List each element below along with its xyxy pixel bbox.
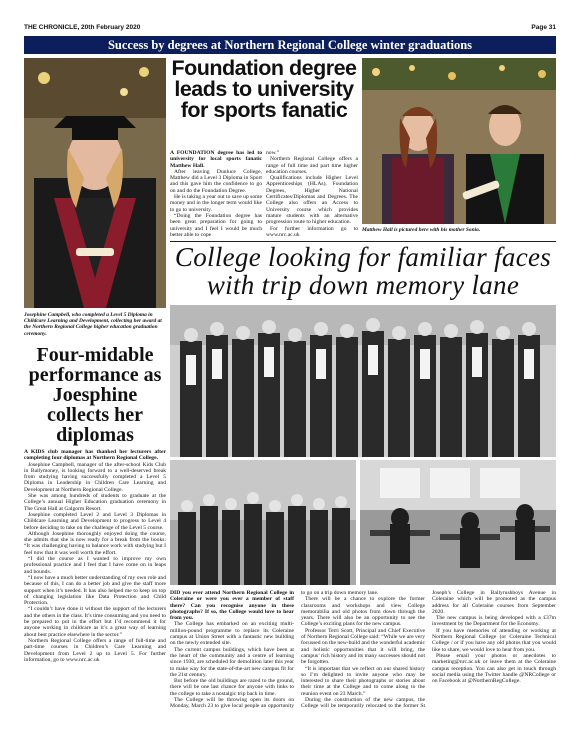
article1-headline: Foundation degree leads to university for sports fanatic [171,56,357,122]
page-number: Page 31 [531,24,556,31]
article3-p1: Josephine Campbell, manager of the after-school Kids Club in Ballymoney, is looking forward to a well-deserved break from studying having successfully completed a Level 5 Diploma in Leadership in Children Care Learning and Development at Northern Regional College. [24,461,166,493]
article1-p5: now.” [266,150,280,156]
article2-headline-line2: with trip down memory lane [206,270,520,300]
article1-p1: A FOUNDATION degree has led to university for local sports fanatic Matthew Hall. [170,150,262,169]
article2-body [170,590,556,737]
article3-p6: “I now have a much better understanding of my own role and because of this, I can do a better job and give the staff more support when it’s needed. It has also helped me to keep on top of changing legislation like Data Protection and Child Protection. [24,574,166,607]
article3-p5: “I did the course as I wanted to improve my own professional practice and I feel that I have come on in leaps and bounds. [24,556,166,575]
article2-p6: Professor Terri Scott, Principal and Chief Executive of Northern Regional College said: “While we are very focussed on the new-build and the wonderful academic and holistic opportunities that it will bring, the campus’ rich history and its many successes should not be forgotten. [301,627,425,666]
article3-p2: She was among hundreds of students to graduate at the College’s annual Higher Education graduation ceremony in The Great Hall at Galgorm Resort. [24,493,166,512]
article3-p4: Although Josephine thoroughly enjoyed doing the course, she admits that she is now ready for a break from the books: “It was challenging having to balance work with studying but I feel now that it was well worth the effort. [24,530,166,556]
article1-col1 [170,150,262,238]
archive-classroom-photo [360,460,556,585]
article3-p7: “I couldn’t have done it without the support of the lecturers and the others in the class. It’s time consuming and you need to be prepared to put in the effort but I’d recommend it for anyone working in childcare as it’s a great way of learning about best practice elsewhere in the sector.” [24,606,166,638]
josephine-caption: Josephine Campbell, who completed a Level 5 Diploma in Childcare Learning and Development, collecting her award at the Northern Regional College higher education graduation ceremony. [24,312,162,337]
article1-p2: After leaving Dunluce College, Matthew did a Level 3 Diploma in Sport and this gave him the confidence to go on and do the Foundation Degree. [170,168,262,194]
archive-group-photo-small [170,460,356,585]
article2-p2: The current campus buildings, which have been at the heart of the community and a centre of learning since 1930, are scheduled for demolition later this year to make way for the state-of-the-art new campus fit for the 21st century. [170,646,294,678]
article3-headline: Four-midable performance as Joesphine collects her diplomas [28,344,162,446]
article2-p7: “It is important that we reflect on our shared history so I’m delighted to invite anyone who may be interested to share their photographs or stories about their time at the College and to come along to the reunion event on 23 March.” [301,665,425,697]
archive-group-photo-large [170,305,556,457]
article1-p3: He is taking a year out to save up some money and in the longer term would like to go to university. [170,194,262,213]
article2-p10: If you have memories of attending or working at Northern Regional College (or Coleraine Technical College / or if you have any old photos that you would like to share, we would love to hear from you. [432,627,556,653]
article2-p8: During the construction of the new campus, the College will be temporarily relocated to the former St Joseph’s College in Ballyrushboys Avenue in Coleraine which will be promoted as the campus address for all Coleraine courses from September 2020. [301,590,556,710]
article2-intro: DID you ever attend Northern Regional College in Coleraine or were you ever a member of staff there? Can you recognise anyone in these photographs? If so, the College would love to hear from you. [170,590,294,622]
article2-p4: The College will be throwing open its doors on Monday, March 23 to give local people an opportunity to go on a trip down memory lane. [170,590,379,710]
article2-p5: There will be a chance to explore the former classrooms and workshops and view College memorabilia and old photos from down through the years. There will also be an opportunity to see the College’s exciting plans for the new campus. [301,596,425,628]
article2-p9: The new campus is being developed with a £37m investment by the Department for the Economy. [432,615,556,628]
matthew-and-mother-photo [362,58,556,224]
article3-p3: Josephine completed Level 2 and Level 3 Diplomas in Childcare Learning and Development to progress to Level 4 before deciding to take on the challenge of the Level 5 course. [24,511,166,531]
article3-body [24,449,166,737]
article2-p1: The College has embarked on an exciting multi-million-pound programme to replace its Coleraine campus at Union Street with a fantastic new building on the newly extended site. [170,621,294,647]
article3-p8: Northern Regional College offers a range of full-time and part-time courses in Children’s Care Learning and Development from Level 2 up to Level 5. For further information, go to www.nrc.ac.uk [24,637,166,663]
article1-p8: For further information go to www.nrc.ac.uk [266,225,358,238]
masthead [24,22,556,34]
article2-headline-line1: College looking for familiar faces [174,242,552,272]
article2-headline [170,243,556,301]
article3-intro: A KIDS club manager has thanked her lecturers after completing four diplomas at Northern Regional College. [24,449,166,462]
paper-date: THE CHRONICLE, 20th February 2020 [24,24,141,31]
article2-p3: But before the old buildings are razed to the ground, there will be one last chance for anyone with links to the college to take a nostalgic trip back in time. [170,678,294,697]
article1-p6: Northern Regional College offers a range of full time and part time higher education courses. [266,156,358,175]
article1-p7: Qualifications include Higher Level Apprenticeships (HLAs), Foundation Degrees, Higher National Certificates/Diplomas and Degrees. The College also offers an Access to University course which provides mature students with an alternative progression route to higher education. [266,175,358,226]
matthew-caption: Matthew Hall is pictured here with his mother Sonia. [362,227,481,233]
article1-p4: “Doing the Foundation degree has been great preparation for going to university and I feel I would be much better able to cope [170,212,262,238]
article1-col2 [266,150,358,238]
article2-p11: Please email your photos or anecdotes to marketing@nrc.ac.uk or leave them at the Coleraine campus reception. You can also get in touch through social media using the Twitter handle @NRCollege or on Facebook at @NorthernRegCollege. [432,652,556,685]
section-banner: Success by degrees at Northern Regional College winter graduations [24,36,556,54]
josephine-graduation-photo [24,58,166,308]
